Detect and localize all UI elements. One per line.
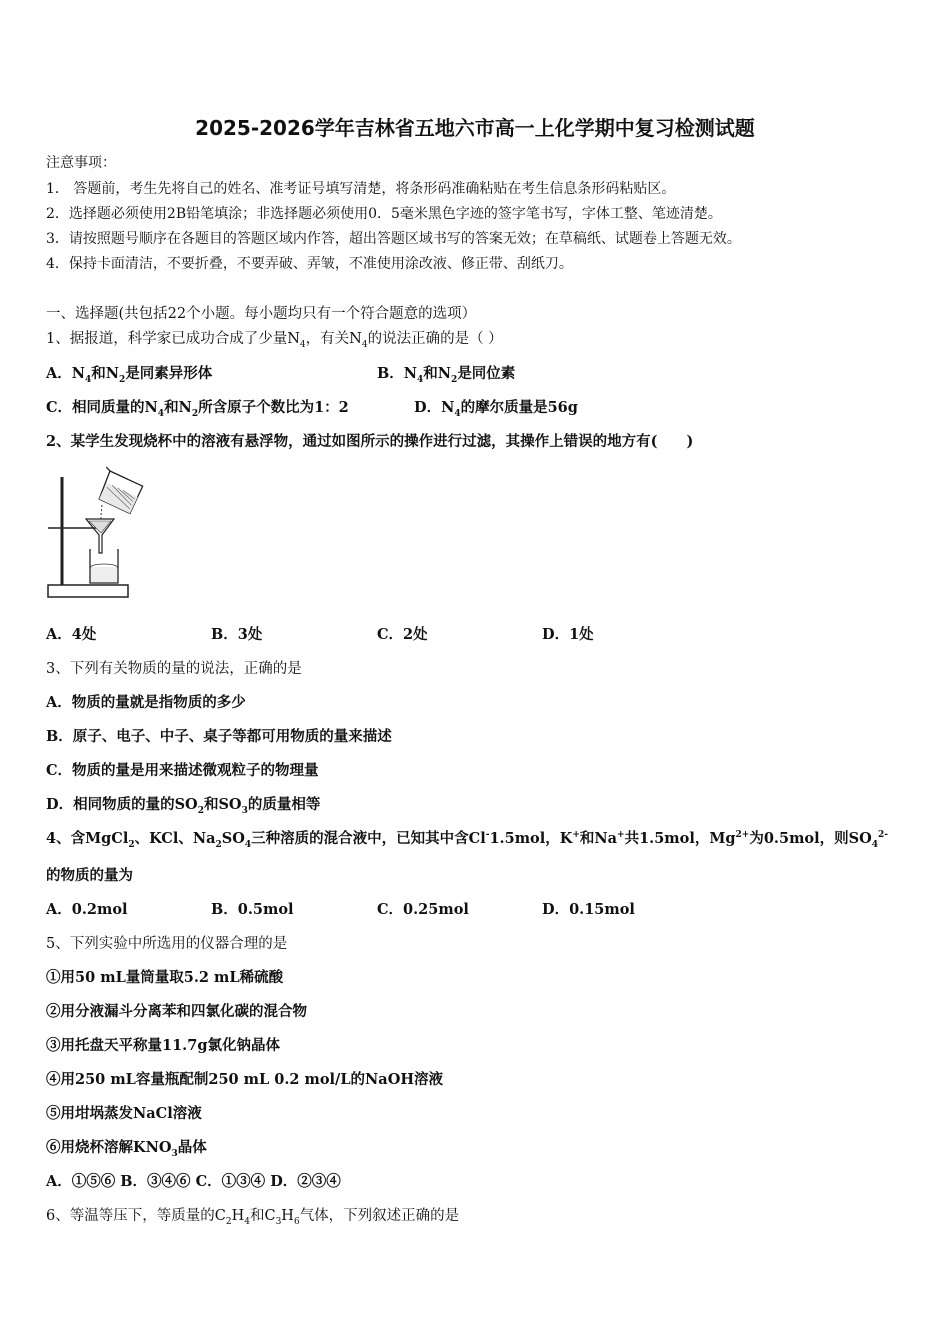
- option-b: B．$N_4$和$N_2$是同位素: [377, 365, 516, 385]
- question-1-stem: 1、据报道，科学家已成功合成了少量$N_4$，有关$N_4$的说法正确的是（ ）: [46, 331, 503, 350]
- list-item: ④用250 mL容量瓶配制250 mL 0.2 mol/L的NaOH溶液: [46, 1071, 444, 1088]
- list-item: ⑥用烧杯溶解$KNO_3$晶体: [46, 1139, 207, 1159]
- option-d: D．0.15mol: [542, 901, 635, 918]
- option-b: B．0.5mol: [211, 901, 294, 918]
- section-heading: 一、选择题(共包括22个小题。每小题均只有一个符合题意的选项）: [46, 306, 477, 322]
- option-c: C．物质的量是用来描述微观粒子的物理量: [46, 762, 319, 779]
- option-a: A．4处: [46, 626, 97, 643]
- question-5-options: A．①⑤⑥ B．③④⑥ C．①③④ D．②③④: [46, 1173, 341, 1190]
- option-a: A．$N_4$和$N_2$是同素异形体: [46, 365, 213, 385]
- option-c: C．2处: [377, 626, 428, 643]
- list-item: ③用托盘天平称量11.7g氯化钠晶体: [46, 1037, 280, 1054]
- option-d: D．$N_4$的摩尔质量是56g: [414, 399, 578, 419]
- option-b: B．原子、电子、中子、桌子等都可用物质的量来描述: [46, 728, 392, 745]
- question-6-stem: 6、等温等压下，等质量的$C_2H_4$和$C_3H_6$气体，下列叙述正确的是: [46, 1208, 460, 1227]
- option-c: C．0.25mol: [377, 901, 469, 918]
- question-2-stem: 2、某学生发现烧杯中的溶液有悬浮物，通过如图所示的操作进行过滤，其操作上错误的地方有( ): [46, 433, 694, 450]
- notice-item: 1． 答题前，考生先将自己的姓名、准考证号填写清楚，将条形码准确粘贴在考生信息条形码粘贴区。: [46, 181, 676, 197]
- page-title: 2025-2026学年吉林省五地六市高一上化学期中复习检测试题: [195, 116, 755, 140]
- list-item: ⑤用坩埚蒸发NaCl溶液: [46, 1105, 202, 1122]
- pouring-beaker: [93, 467, 144, 513]
- filtration-apparatus-figure: [44, 465, 160, 605]
- option-d: D．1处: [542, 626, 594, 643]
- option-a: A．物质的量就是指物质的多少: [46, 694, 246, 711]
- question-5-stem: 5、下列实验中所选用的仪器合理的是: [46, 936, 288, 952]
- option-d: D．相同物质的量的$SO_2$和$SO_3$的质量相等: [46, 796, 321, 816]
- notice-item: 4．保持卡面清洁，不要折叠，不要弄破、弄皱，不准使用涂改液、修正带、刮纸刀。: [46, 256, 573, 272]
- stand-base: [48, 585, 128, 597]
- option-a: A．0.2mol: [46, 901, 128, 918]
- question-3-stem: 3、下列有关物质的量的说法，正确的是: [46, 661, 302, 677]
- question-4-stem-continued: 的物质的量为: [46, 867, 133, 884]
- option-b: B．3处: [211, 626, 263, 643]
- list-item: ①用50 mL量筒量取5.2 mL稀硫酸: [46, 969, 284, 986]
- question-4-stem: 4、含MgCl$_2$、KCl、$Na_2SO_4$三种溶质的混合液中，已知其中含Cl-1.5mol，K+和Na+共1.5mol，$Mg^{2+}$为0.5mol，则$SO_4^{2-}$: [46, 830, 888, 850]
- option-c: C．相同质量的$N_4$和$N_2$所含原子个数比为1：2: [46, 399, 349, 419]
- notice-item: 3．请按照题号顺序在各题目的答题区域内作答，超出答题区域书写的答案无效；在草稿纸、试题卷上答题无效。: [46, 231, 741, 247]
- list-item: ②用分液漏斗分离苯和四氯化碳的混合物: [46, 1003, 307, 1020]
- notice-heading: 注意事项：: [46, 155, 116, 171]
- notice-item: 2．选择题必须使用2B铅笔填涂；非选择题必须使用0．5毫米黑色字迹的签字笔书写，字体工整、笔迹清楚。: [46, 206, 722, 222]
